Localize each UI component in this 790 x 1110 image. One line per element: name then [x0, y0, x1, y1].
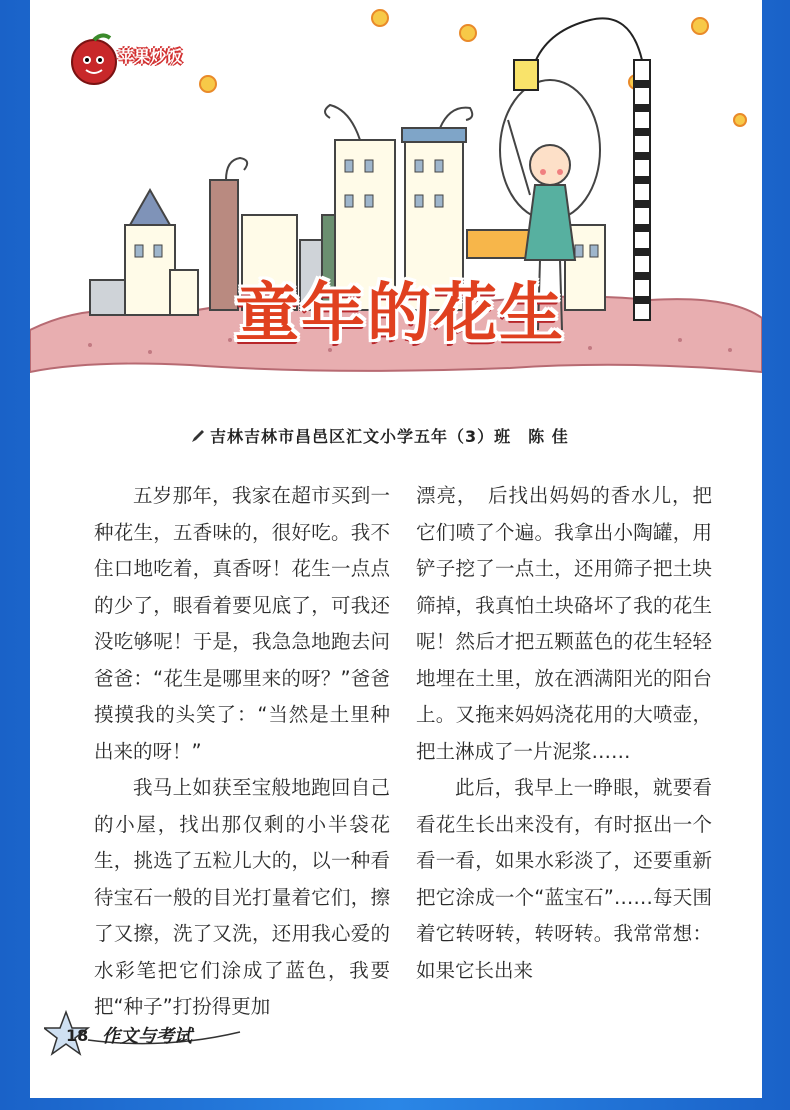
paragraph: 五岁那年，我家在超市买到一种花生，五香味的，很好吃。我不住口地吃着，真香呀！花生一点点的少了，眼看着要见底了，可我还没吃够呢！于是，我急急地跑去问爸爸：“花生是哪里来的呀？”爸爸摸摸我的头笑了：“当然是土里种出来的呀！” — [94, 484, 390, 763]
page-number: 18 — [66, 1026, 89, 1045]
article-column-left — [94, 478, 390, 1026]
brand-label: 苹果炒饭 — [118, 47, 183, 66]
pen-icon — [190, 428, 206, 444]
paragraph: 此后，我早上一睁眼，就要看看花生长出来没有，有时抠出一个看一看，如果水彩淡了，还要重新把它涂成一个“蓝宝石”……每天围着它转呀转，转呀转。我常常想：如果它长出来 — [416, 776, 712, 982]
magazine-name: 作文与考试 — [102, 1026, 192, 1047]
article-title: 童年的花生 — [235, 277, 565, 351]
author-text: 吉林吉林市昌邑区汇文小学五年（3）班 陈 佳 — [210, 427, 569, 446]
author-byline — [190, 424, 569, 447]
paragraph: 漂亮， 后找出妈妈的香水儿，把它们喷了个遍。我拿出小陶罐，用铲子挖了一点土，还用筛子把土块筛掉，我真怕土块硌坏了我的花生呢！然后才把五颗蓝色的花生轻轻地埋在土里，放在洒满阳光的阳台上。又拖来妈妈浇花用的大喷壶，把土淋成了一片泥浆…… — [416, 484, 712, 763]
sun-doodle-icon — [200, 10, 746, 126]
magazine-page — [30, 0, 762, 1098]
article-column-right — [416, 478, 712, 989]
paragraph: 我马上如获至宝般地跑回自己的小屋，找出那仅剩的小半袋花生，挑选了五粒儿大的，以一种看待宝石一般的目光打量着它们，擦了又擦，洗了又洗，还用我心爱的水彩笔把它们涂成了蓝色，我要把“种子”打扮得更加 — [94, 776, 390, 1018]
